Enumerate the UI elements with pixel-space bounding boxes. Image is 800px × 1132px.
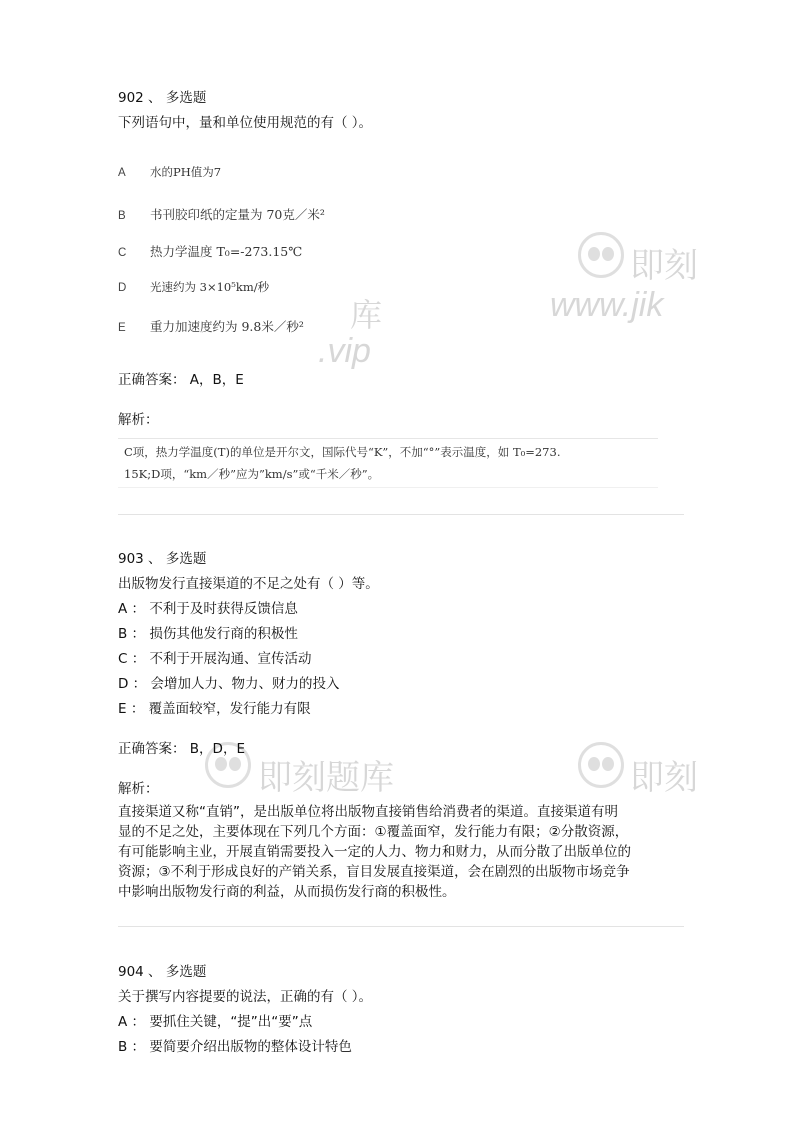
option-b: B ： 要简要介绍出版物的整体设计特色 xyxy=(118,1039,352,1055)
option-e: E ： 覆盖面较窄，发行能力有限 xyxy=(118,701,311,717)
analysis-line: 资源；③不利于形成良好的产销关系，盲目发展直接渠道，会在剧烈的出版物市场竞争 xyxy=(118,864,630,880)
watermark-text: 即刻题库 xyxy=(258,759,394,797)
analysis-label: 解析： xyxy=(118,781,159,797)
option-e: E 重力加速度约为 9.8米／秒² xyxy=(118,319,304,334)
question-904 xyxy=(118,960,688,1060)
answer-block xyxy=(118,737,688,762)
question-stem: 关于撰写内容提要的说法，正确的有（ ）。 xyxy=(118,989,373,1005)
question-header: 903 、 多选题 xyxy=(118,551,207,567)
question-header: 904 、 多选题 xyxy=(118,964,207,980)
question-902 xyxy=(118,86,688,136)
analysis-line: 中影响出版物发行商的利益，从而损伤发行商的积极性。 xyxy=(118,884,456,900)
question-stem: 下列语句中，量和单位使用规范的有（ ）。 xyxy=(118,115,373,131)
panda-watermark-icon xyxy=(578,232,624,278)
option-d: D 光速约为 3×10⁵km/秒 xyxy=(118,280,270,294)
option-a: A ： 不利于及时获得反馈信息 xyxy=(118,601,298,617)
option-b: B ： 损伤其他发行商的积极性 xyxy=(118,626,298,642)
option-a: A ： 要抓住关键，“提”出“要”点 xyxy=(118,1014,313,1030)
analysis-line: 直接渠道又称“直销”，是出版单位将出版物直接销售给消费者的渠道。直接渠道有明 xyxy=(118,804,618,820)
watermark-text: 即刻 xyxy=(630,759,698,797)
answer-block xyxy=(118,368,688,393)
option-a: A 水的PH值为7 xyxy=(118,165,222,179)
question-903 xyxy=(118,547,688,722)
question-header: 902 、 多选题 xyxy=(118,90,207,106)
question-divider xyxy=(118,514,684,515)
analysis-line: 显的不足之处，主要体现在下列几个方面：①覆盖面窄，发行能力有限；②分散资源， xyxy=(118,824,629,840)
analysis-label: 解析： xyxy=(118,412,159,428)
option-c: C 热力学温度 T₀=-273.15℃ xyxy=(118,244,303,259)
correct-answer: 正确答案： A，B，E xyxy=(118,372,244,388)
analysis-line: C项，热力学温度(T)的单位是开尔文，国际代号“K”，不加“°”表示温度，如 T₀=273. xyxy=(124,445,561,459)
analysis-label-block xyxy=(118,408,688,433)
question-stem: 出版物发行直接渠道的不足之处有（ ）等。 xyxy=(118,576,379,592)
watermark-text: www.jik xyxy=(550,286,664,324)
correct-answer: 正确答案： B，D，E xyxy=(118,741,245,757)
analysis-line: 15K;D项，“km／秒”应为”km/s”或“千米／秒”。 xyxy=(124,467,380,481)
analysis-block xyxy=(118,777,688,902)
question-divider xyxy=(118,926,684,927)
watermark-text: 库 xyxy=(350,297,383,333)
watermark-text: .vip xyxy=(318,332,371,370)
option-b: B 书刊胶印纸的定量为 70克／米² xyxy=(118,207,325,222)
option-c: C ： 不利于开展沟通、宣传活动 xyxy=(118,651,312,667)
watermark-text: 即刻 xyxy=(630,247,698,285)
analysis-image xyxy=(118,438,658,488)
option-d: D ： 会增加人力、物力、财力的投入 xyxy=(118,676,340,692)
analysis-line: 有可能影响主业，开展直销需要投入一定的人力、物力和财力，从而分散了出版单位的 xyxy=(118,844,631,860)
